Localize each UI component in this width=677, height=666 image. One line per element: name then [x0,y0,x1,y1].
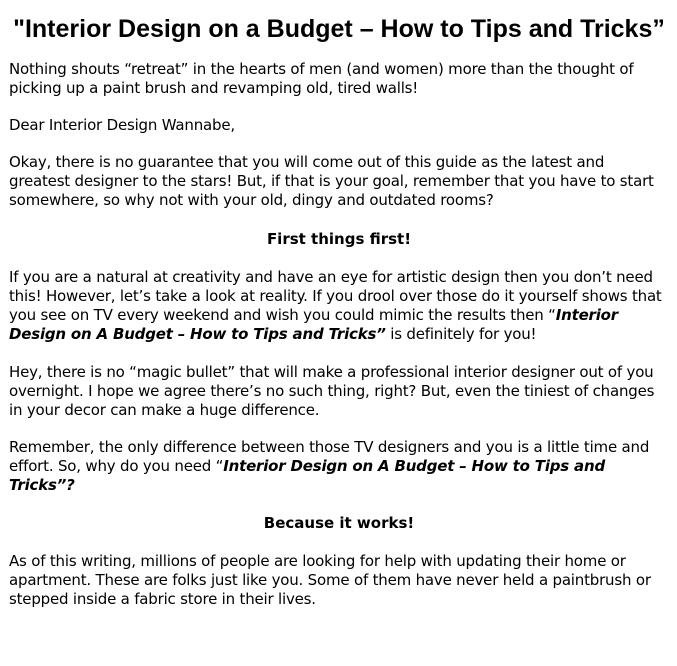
book-title-question: Interior Design on A Budget – How to Tips and Tricks”? [9,457,605,494]
creativity-text: If you are a natural at creativity and have an eye for artistic design then you don’t need this! However, let’s take a look at reality. If you drool over those do it yourself shows that you see on TV every weekend and wish you could mimic the results then “ [9,268,662,324]
market-paragraph: As of this writing, millions of people are looking for help with updating their home or apartment. These are folks just like you. Some of them have never held a paintbrush or stepped inside a fabric store in their lives. [9,552,651,608]
difference-paragraph [9,438,669,495]
creativity-text-end: is definitely for you! [385,325,537,343]
document-title: "Interior Design on a Budget – How to Tips and Tricks” [13,15,665,43]
guarantee-paragraph: Okay, there is no guarantee that you will come out of this guide as the latest and greatest designer to the stars! But, if that is your goal, remember that you have to start somewhere, so why not with your old, dingy and outdated rooms? [9,153,654,209]
salutation: Dear Interior Design Wannabe, [9,116,235,134]
magic-bullet-paragraph: Hey, there is no “magic bullet” that will make a professional interior designer out of you overnight. I hope we agree there’s no such thing, right? But, even the tiniest of changes in your decor can make a huge difference. [9,363,655,419]
intro-paragraph: Nothing shouts “retreat” in the hearts of men (and women) more than the thought of picking up a paint brush and revamping old, tired walls! [9,60,634,97]
difference-text: Remember, the only difference between those TV designers and you is a little time and effort. So, why do you need “ [9,438,650,475]
creativity-paragraph [9,268,669,344]
section-heading-first-things: First things first! [266,230,412,248]
book-title-emphasis: Interior Design on A Budget – How to Tips and Tricks” [9,306,618,343]
section-heading-because-it-works: Because it works! [263,514,415,532]
